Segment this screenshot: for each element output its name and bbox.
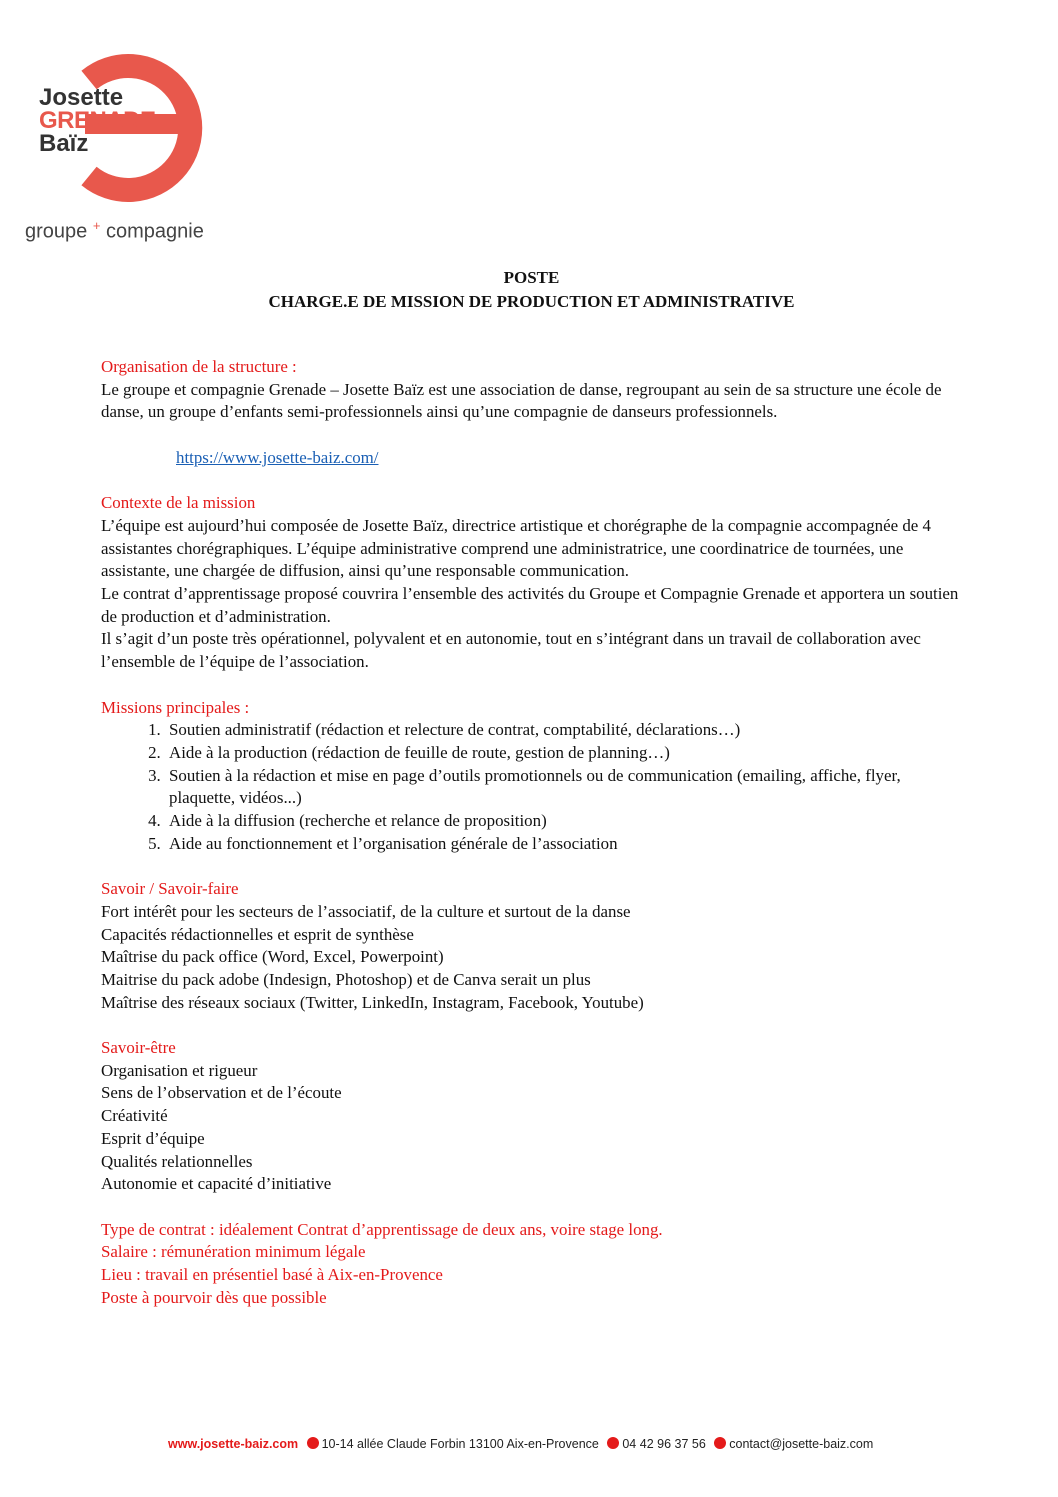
company-logo (25, 38, 245, 253)
footer-website-link[interactable]: www.josette-baiz.com (168, 1437, 299, 1451)
list-item: Esprit d’équipe (101, 1128, 205, 1148)
list-item: 3. Soutien à la rédaction et mise en page d’outils promotionnels ou de communication (emailing, affiche, flyer, plaquette, vidéos...) (165, 765, 971, 810)
list-item: 2. Aide à la production (rédaction de feuille de route, gestion de planning…) (165, 742, 971, 765)
logo-text-grenade: GRENADE (39, 107, 156, 134)
availability: Poste à pourvoir dès que possible (101, 1287, 327, 1307)
website-link-row (101, 447, 971, 470)
list-item: Créativité (101, 1106, 168, 1126)
bullet-dot-icon (607, 1437, 619, 1449)
list-item: Maîtrise du pack office (Word, Excel, Powerpoint) (101, 947, 444, 967)
footer-address: 10-14 allée Claude Forbin 13100 Aix-en-Provence (321, 1437, 599, 1451)
section-heading-contexte: Contexte de la mission (101, 493, 256, 513)
document-title (0, 266, 1058, 314)
list-item: Capacités rédactionnelles et esprit de synthèse (101, 924, 414, 944)
list-item: 1. Soutien administratif (rédaction et relecture de contrat, comptabilité, déclarations…) (165, 719, 971, 742)
logo-text-baiz: Baïz (39, 130, 89, 157)
list-item: Qualités relationnelles (101, 1151, 253, 1171)
title-line-1: POSTE (503, 268, 560, 287)
logo-sub-groupe: groupe (25, 220, 88, 243)
section-heading-missions: Missions principales : (101, 697, 250, 717)
logo-sub-plus: + (92, 218, 101, 233)
section-heading-savoir-faire: Savoir / Savoir-faire (101, 879, 239, 899)
page-footer (168, 1437, 873, 1451)
contract-type: Type de contrat : idéalement Contrat d’apprentissage de deux ans, voire stage long. (101, 1219, 663, 1239)
website-link[interactable]: https://www.josette-baiz.com/ (176, 447, 379, 467)
bullet-dot-icon (714, 1437, 726, 1449)
document-body (101, 356, 971, 1309)
list-item: 5. Aide au fonctionnement et l’organisation générale de l’association (165, 833, 971, 856)
list-item: Maitrise du pack adobe (Indesign, Photoshop) et de Canva serait un plus (101, 969, 591, 989)
section-heading-savoir-etre: Savoir-être (101, 1038, 176, 1058)
list-item: 4. Aide à la diffusion (recherche et relance de proposition) (165, 810, 971, 833)
list-item: Sens de l’observation et de l’écoute (101, 1083, 342, 1103)
list-item: Fort intérêt pour les secteurs de l’associatif, de la culture et surtout de la danse (101, 901, 631, 921)
logo-text-josette: Josette (39, 84, 124, 111)
logo-sub-compagnie: compagnie (106, 220, 204, 243)
footer-phone: 04 42 96 37 56 (622, 1437, 706, 1451)
salary: Salaire : rémunération minimum légale (101, 1242, 366, 1262)
organisation-text: Le groupe et compagnie Grenade – Josette Baïz est une association de danse, regroupant au sein de sa structure une école de danse, un groupe d’enfants semi-professionnels ainsi qu’une compagnie de danseurs professionnels. (101, 379, 942, 422)
list-item: Organisation et rigueur (101, 1060, 258, 1080)
bullet-dot-icon (307, 1437, 319, 1449)
title-line-2: CHARGE.E DE MISSION DE PRODUCTION ET ADMINISTRATIVE (268, 292, 795, 311)
list-item: Maîtrise des réseaux sociaux (Twitter, LinkedIn, Instagram, Facebook, Youtube) (101, 992, 644, 1012)
missions-list (101, 719, 971, 855)
contexte-paragraph-3: Il s’agit d’un poste très opérationnel, polyvalent et en autonomie, tout en s’intégrant dans un travail de collaboration avec l’ensemble de l’équipe de l’association. (101, 629, 921, 672)
logo-subtitle (25, 218, 204, 244)
contexte-paragraph-1: L’équipe est aujourd’hui composée de Josette Baïz, directrice artistique et chorégraphe de la compagnie accompagnée de 4 assistantes chorégraphiques. L’équipe administrative comprend une administratrice, une coordinatrice de tournées, une assistante, une chargée de diffusion, ainsi qu’une responsable communication. (101, 515, 931, 581)
section-heading-organisation: Organisation de la structure : (101, 357, 297, 376)
list-item: Autonomie et capacité d’initiative (101, 1174, 332, 1194)
location: Lieu : travail en présentiel basé à Aix-en-Provence (101, 1265, 443, 1285)
contexte-paragraph-2: Le contrat d’apprentissage proposé couvrira l’ensemble des activités du Groupe et Compagnie Grenade et apportera un soutien de production et d’administration. (101, 584, 959, 626)
footer-email-link[interactable]: contact@josette-baiz.com (729, 1437, 874, 1451)
